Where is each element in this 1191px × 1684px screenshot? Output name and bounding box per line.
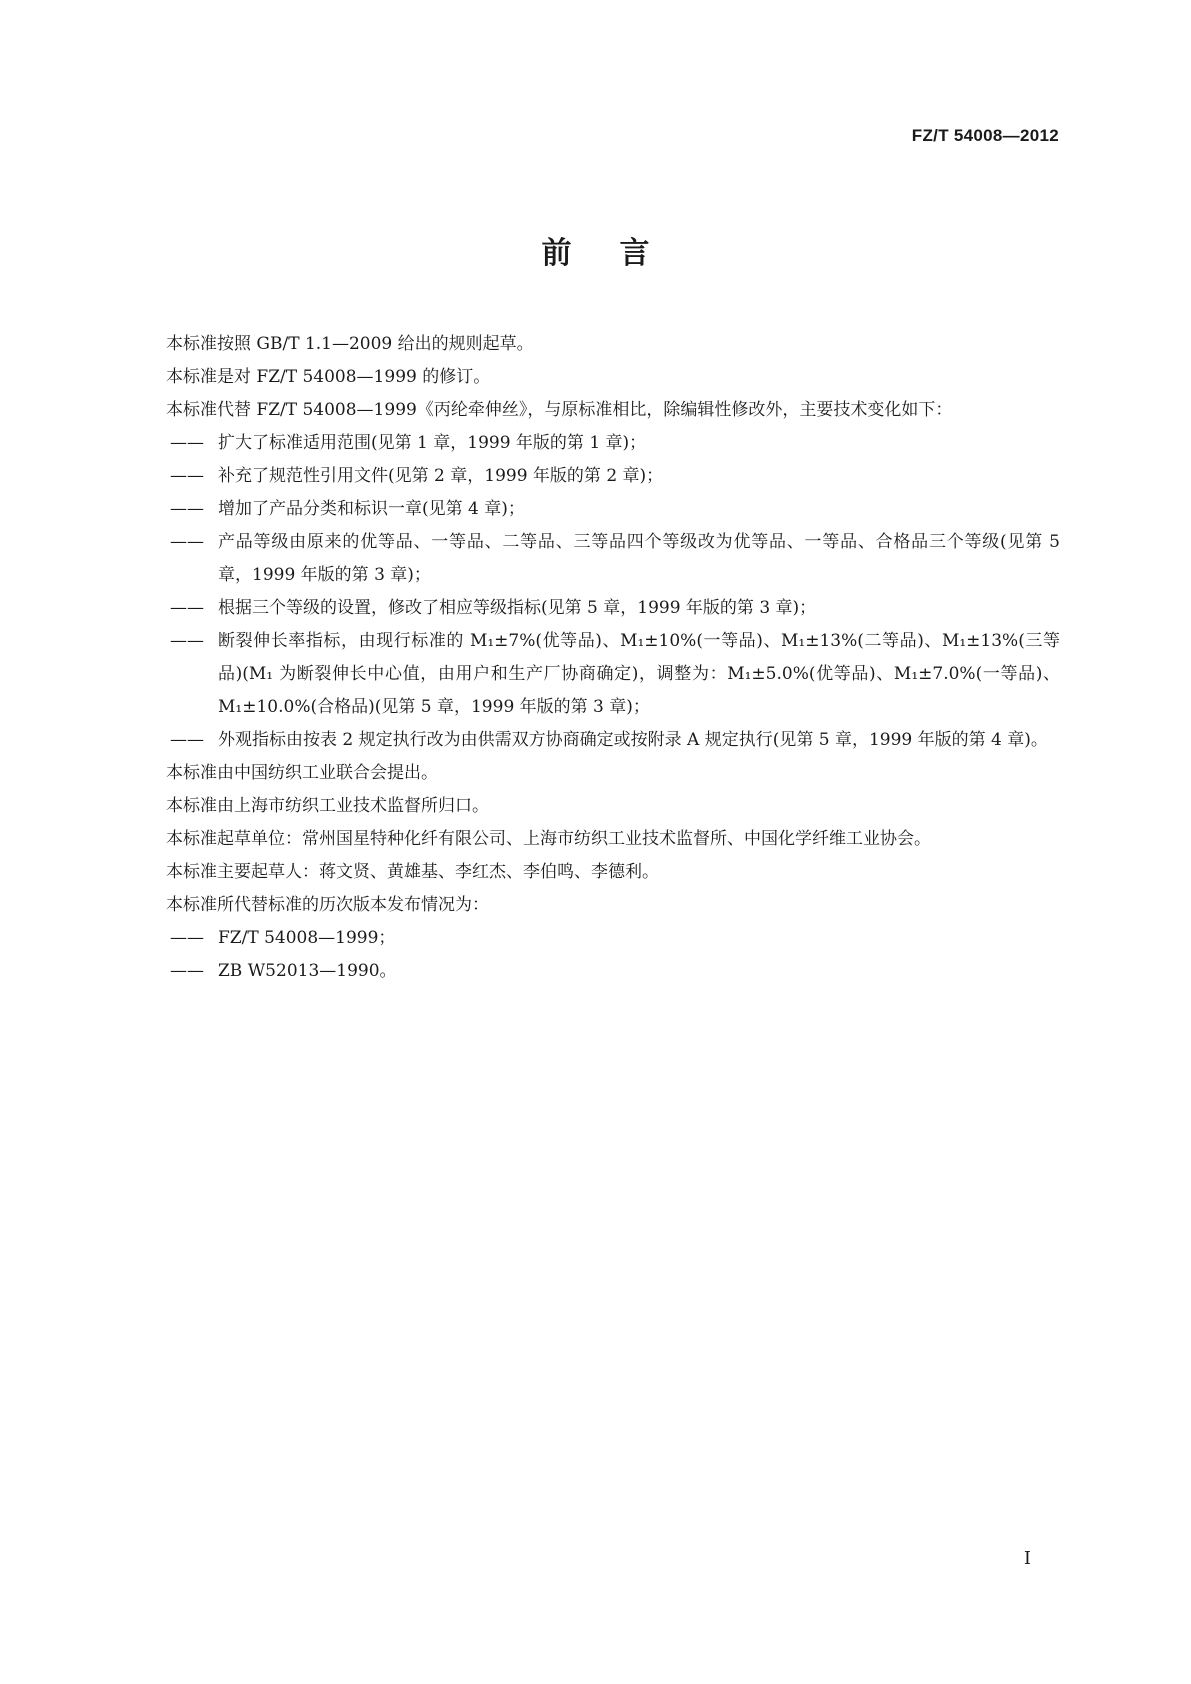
standard-code: FZ/T 54008—2012 bbox=[911, 126, 1059, 145]
paragraph-history-intro: 本标准所代替标准的历次版本发布情况为： bbox=[166, 895, 489, 915]
changes-list bbox=[130, 427, 1060, 757]
list-item bbox=[130, 955, 1060, 988]
list-item-text: 断裂伸长率指标，由现行标准的 M₁±7%(优等品)、M₁±10%(一等品)、M₁±13%(二等品)、M₁±13%(三等品)(M₁ 为断裂伸长中心值，由用户和生产厂协商确定)，调整为：M₁±5.0%(优等品)、M₁±7.0%(一等品)、M₁±10.0%(合格品)(见第 5 章，1999 年版的第 3 章)； bbox=[218, 631, 1060, 717]
history-list bbox=[130, 922, 1060, 988]
dash-marker: —— bbox=[170, 466, 204, 486]
list-item bbox=[130, 427, 1060, 460]
list-item bbox=[130, 592, 1060, 625]
dash-marker: —— bbox=[170, 928, 204, 948]
paragraph-revision: 本标准是对 FZ/T 54008—1999 的修订。 bbox=[166, 367, 491, 387]
list-item-text: 增加了产品分类和标识一章(见第 4 章)； bbox=[218, 499, 525, 519]
list-item-text: 补充了规范性引用文件(见第 2 章，1999 年版的第 2 章)； bbox=[218, 466, 664, 486]
dash-marker: —— bbox=[170, 631, 204, 651]
list-item bbox=[130, 526, 1060, 592]
dash-marker: —— bbox=[170, 499, 204, 519]
paragraph-drafting-rules: 本标准按照 GB/T 1.1—2009 给出的规则起草。 bbox=[166, 334, 534, 354]
dash-marker: —— bbox=[170, 730, 204, 750]
list-item-text: ZB W52013—1990。 bbox=[218, 961, 397, 981]
document-body bbox=[130, 328, 1060, 988]
paragraph-drafters: 本标准主要起草人：蒋文贤、黄雄基、李红杰、李伯鸣、李德利。 bbox=[166, 862, 659, 882]
list-item bbox=[130, 724, 1060, 757]
list-item-text: 产品等级由原来的优等品、一等品、二等品、三等品四个等级改为优等品、一等品、合格品三个等级(见第 5 章，1999 年版的第 3 章)； bbox=[218, 532, 1060, 585]
list-item bbox=[130, 625, 1060, 724]
paragraph-centralized-by: 本标准由上海市纺织工业技术监督所归口。 bbox=[166, 796, 489, 816]
list-item-text: 外观指标由按表 2 规定执行改为由供需双方协商确定或按附录 A 规定执行(见第 5 章，1999 年版的第 4 章)。 bbox=[218, 730, 1048, 750]
paragraph-proposer: 本标准由中国纺织工业联合会提出。 bbox=[166, 763, 438, 783]
list-item-text: 扩大了标准适用范围(见第 1 章，1999 年版的第 1 章)； bbox=[218, 433, 647, 453]
page-title: 前言 bbox=[541, 236, 698, 271]
list-item-text: FZ/T 54008—1999； bbox=[218, 928, 396, 948]
list-item bbox=[130, 493, 1060, 526]
dash-marker: —— bbox=[170, 961, 204, 981]
list-item bbox=[130, 922, 1060, 955]
dash-marker: —— bbox=[170, 433, 204, 453]
paragraph-replaces: 本标准代替 FZ/T 54008—1999《丙纶牵伸丝》，与原标准相比，除编辑性修改外，主要技术变化如下： bbox=[166, 400, 953, 420]
list-item-text: 根据三个等级的设置，修改了相应等级指标(见第 5 章，1999 年版的第 3 章)； bbox=[218, 598, 817, 618]
dash-marker: —— bbox=[170, 532, 204, 552]
list-item bbox=[130, 460, 1060, 493]
page-number: I bbox=[1023, 1548, 1031, 1569]
dash-marker: —— bbox=[170, 598, 204, 618]
paragraph-drafting-units: 本标准起草单位：常州国星特种化纤有限公司、上海市纺织工业技术监督所、中国化学纤维工业协会。 bbox=[166, 829, 931, 849]
